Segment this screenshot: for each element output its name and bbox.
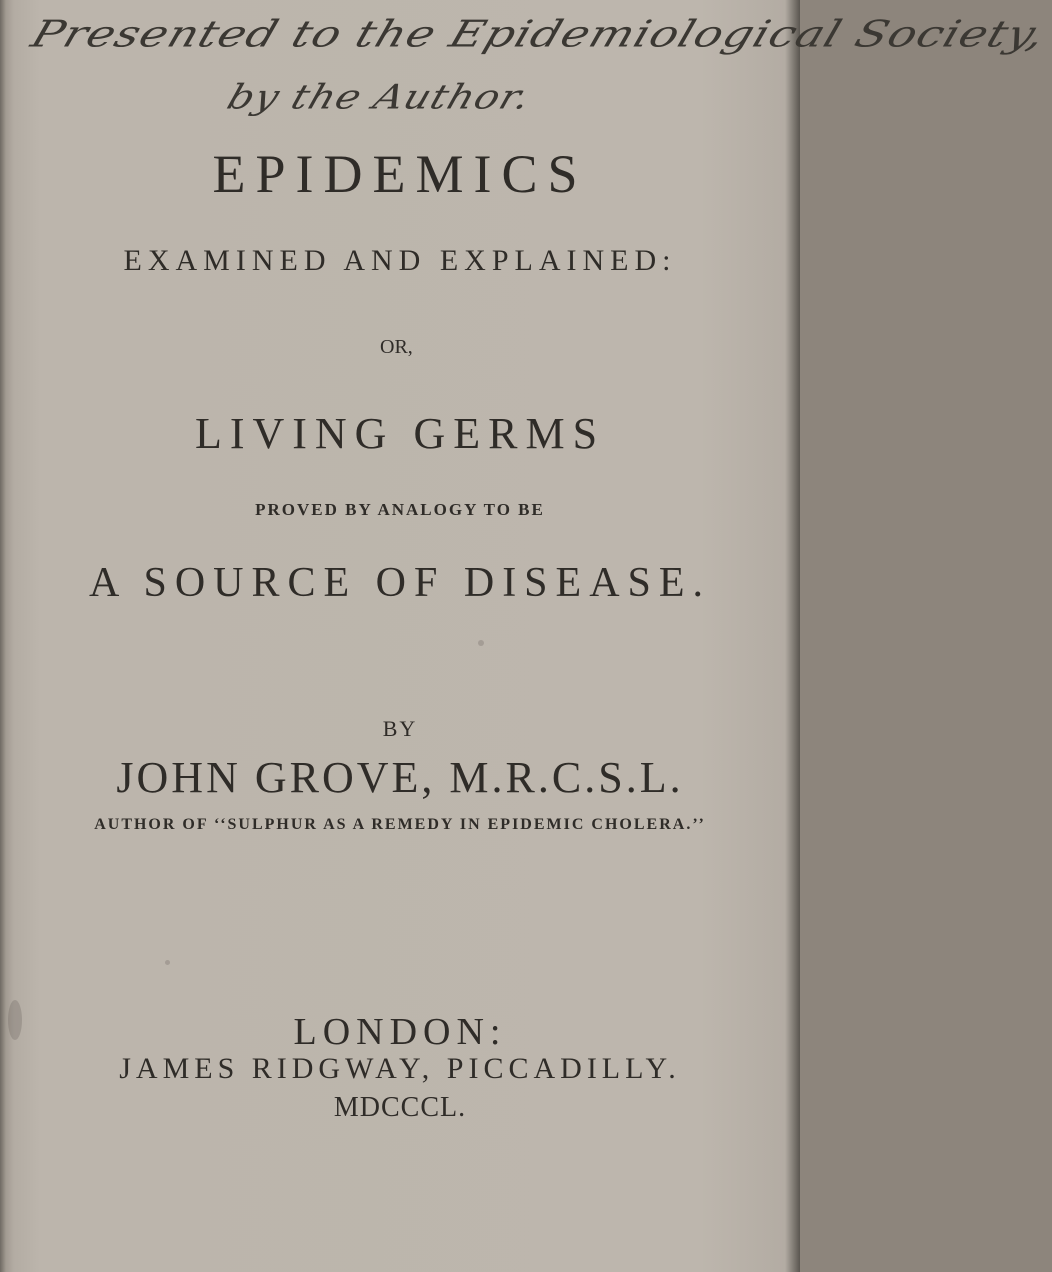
tagline: PROVED BY ANALOGY TO BE [255,500,545,519]
paper-speck [165,960,170,965]
imprint-publisher: JAMES RIDGWAY, PICCADILLY. [119,1052,681,1085]
alternate-title: LIVING GERMS [194,409,606,458]
claim-line: A SOURCE OF DISEASE. [88,560,712,606]
handwritten-inscription-line1: Presented to the Epidemiological Society, [25,12,1052,56]
author-name: JOHN GROVE, M.R.C.S.L. [116,753,684,802]
imprint-city: LONDON: [293,1011,507,1053]
paper-speck [478,640,484,646]
book-title: EPIDEMICS [212,144,588,204]
by-line: BY [382,716,418,741]
book-subtitle: EXAMINED AND EXPLAINED: [123,244,677,277]
author-credential: AUTHOR OF ‘‘SULPHUR AS A REMEDY IN EPIDEMIC CHOLERA.’’ [94,816,706,833]
conjunction-or: OR, [380,336,413,358]
imprint-year: MDCCCL. [333,1092,467,1123]
handwritten-inscription-line2: by the Author. [222,78,537,118]
